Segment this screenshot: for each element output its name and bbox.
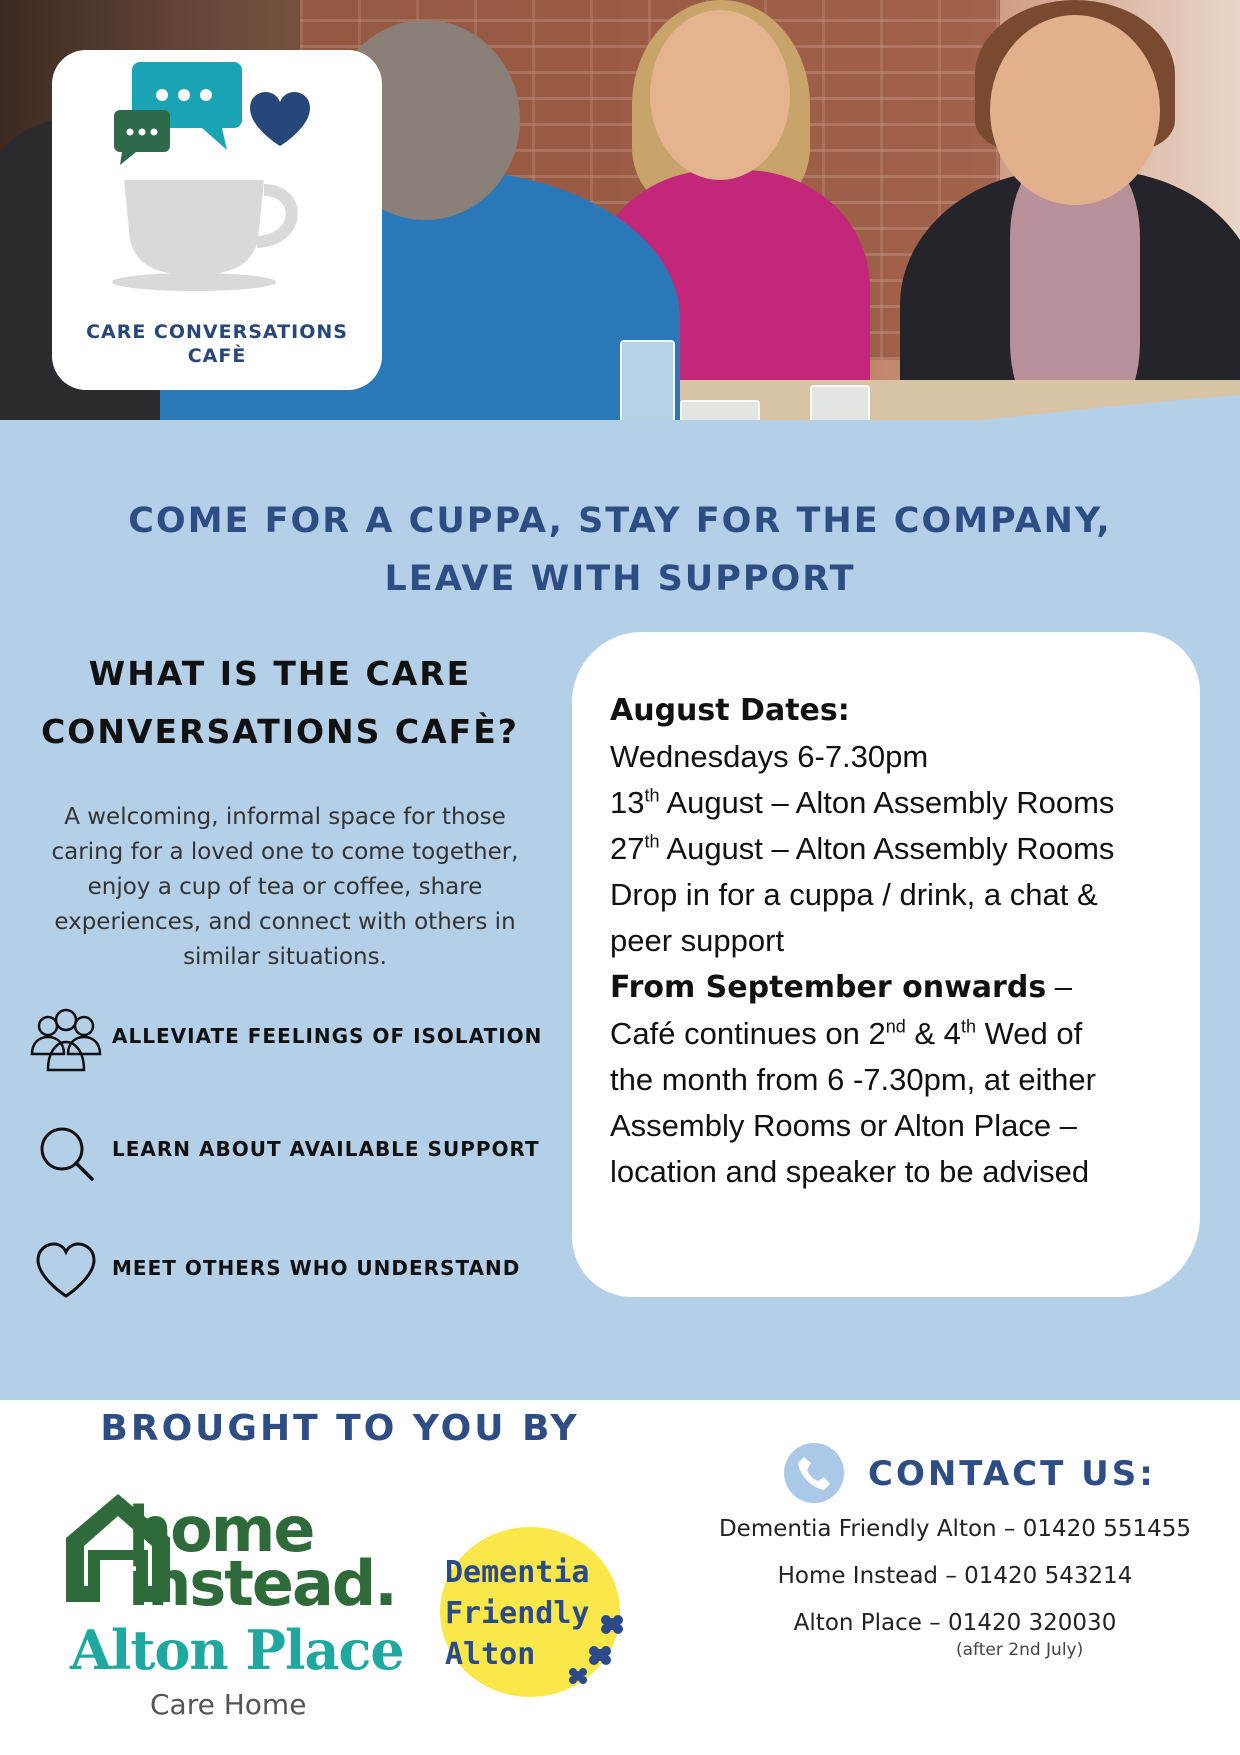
band-top-wave: [0, 390, 1240, 470]
september-dash: –: [1046, 969, 1073, 1004]
alton-place-subtitle: Care Home: [150, 1688, 307, 1721]
ordinal-suffix: nd: [885, 1016, 906, 1037]
contact-line: Home Instead – 01420 543214: [777, 1563, 1133, 1589]
feature-label: ALLEVIATE FEELINGS OF ISOLATION: [112, 1024, 543, 1048]
heart-icon: [26, 1232, 106, 1312]
description-line: experiences, and connect with others in: [54, 909, 516, 935]
logo-line-2: CAFÈ: [187, 345, 247, 367]
phone-icon: [784, 1443, 844, 1503]
dates-text: [610, 688, 1180, 1195]
date-suffix: th: [644, 831, 660, 852]
feature-isolation: [26, 1000, 546, 1080]
dates-heading: August Dates:: [610, 693, 850, 728]
home-instead-logo-line-1: home: [128, 1493, 314, 1566]
description-line: similar situations.: [183, 944, 387, 970]
what-is-heading: [40, 645, 520, 761]
phone-glyph: [784, 1443, 844, 1503]
tagline: [0, 492, 1240, 608]
september-text: Wed of: [975, 1016, 1083, 1051]
description-line: caring for a loved one to come together,: [51, 839, 519, 865]
contact-line: Dementia Friendly Alton – 01420 551455: [718, 1516, 1192, 1542]
ordinal-suffix: th: [960, 1016, 976, 1037]
description-line: A welcoming, informal space for those: [64, 804, 506, 830]
september-heading-line: [610, 964, 1180, 1011]
date-day: 13: [610, 785, 645, 820]
dementia-line-3: Alton: [445, 1637, 536, 1672]
september-line-1: [610, 1011, 1180, 1057]
search-icon: [26, 1113, 106, 1193]
september-text: & 4: [905, 1016, 961, 1051]
dropin-line-2: peer support: [610, 923, 785, 958]
contact-note: (after 2nd July): [956, 1640, 1084, 1660]
date-line-2: [610, 826, 1180, 872]
person-right-face: [990, 15, 1160, 205]
september-text: Café continues on 2: [610, 1016, 886, 1051]
september-line-2: the month from 6 -7.30pm, at either: [610, 1062, 1096, 1097]
dementia-line-2: Friendly: [445, 1596, 590, 1631]
september-line-4: location and speaker to be advised: [610, 1154, 1090, 1189]
date-suffix: th: [644, 785, 660, 806]
september-line-3: Assembly Rooms or Alton Place –: [610, 1108, 1077, 1143]
feature-meet-others: [26, 1232, 546, 1312]
date-detail: August – Alton Assembly Rooms: [659, 831, 1115, 866]
tagline-line-1: COME FOR A CUPPA, STAY FOR THE COMPANY,: [128, 501, 1112, 541]
feature-label: LEARN ABOUT AVAILABLE SUPPORT: [112, 1137, 540, 1161]
feature-label: MEET OTHERS WHO UNDERSTAND: [112, 1256, 521, 1280]
contact-line: Alton Place – 01420 320030: [793, 1610, 1117, 1636]
person-pink-face: [650, 10, 790, 180]
dates-schedule: Wednesdays 6-7.30pm: [610, 739, 929, 774]
what-is-heading-line-1: WHAT IS THE CARE: [88, 654, 472, 693]
cafe-logo-text: [52, 320, 382, 368]
home-instead-logo-line-2: instead.: [128, 1547, 396, 1620]
date-detail: August – Alton Assembly Rooms: [659, 785, 1115, 820]
what-is-heading-line-2: CONVERSATIONS CAFÈ?: [41, 712, 519, 751]
alton-place-logo: Alton Place: [70, 1618, 404, 1682]
people-group-icon: [26, 1000, 106, 1080]
brought-to-you-heading: BROUGHT TO YOU BY: [100, 1408, 580, 1449]
description-line: enjoy a cup of tea or coffee, share: [87, 874, 483, 900]
what-is-description: [40, 800, 530, 975]
tagline-line-2: LEAVE WITH SUPPORT: [384, 559, 856, 599]
logo-line-1: CARE CONVERSATIONS: [86, 321, 348, 343]
date-line-1: [610, 780, 1180, 826]
september-heading: From September onwards: [610, 970, 1047, 1005]
dementia-line-1: Dementia: [445, 1555, 590, 1590]
flower-icon: [562, 1610, 632, 1690]
contact-heading: CONTACT US:: [868, 1454, 1156, 1494]
cafe-logo: [52, 50, 382, 390]
date-day: 27: [610, 831, 645, 866]
dropin-line-1: Drop in for a cuppa / drink, a chat &: [610, 877, 1098, 912]
feature-support: [26, 1113, 546, 1193]
